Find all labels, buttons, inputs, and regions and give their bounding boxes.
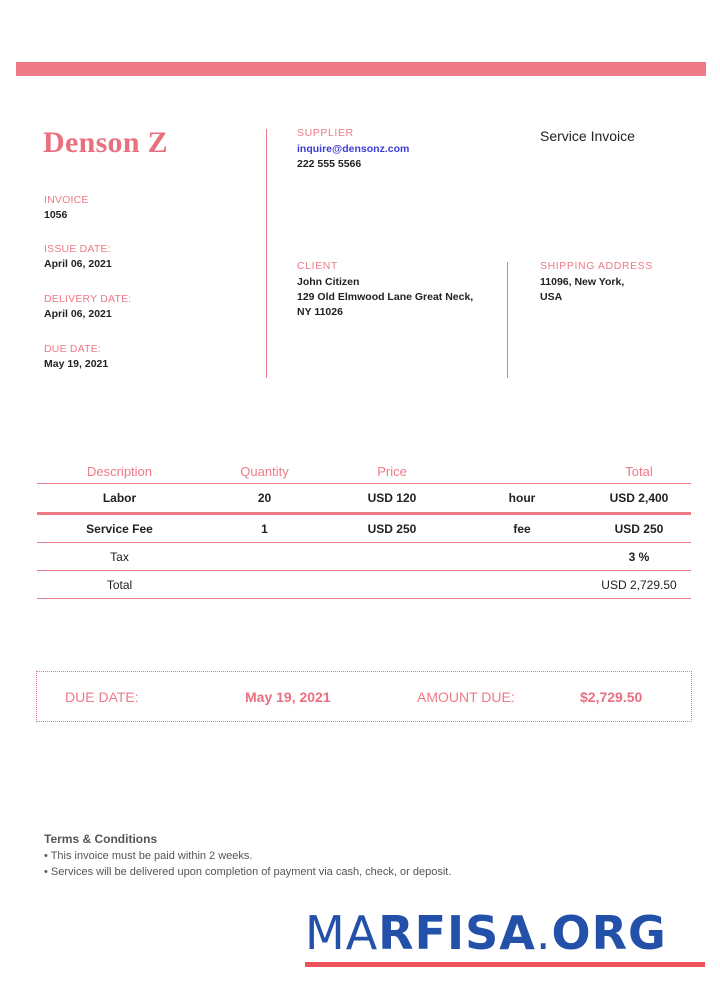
client-block — [297, 260, 473, 320]
client-name: John Citizen — [297, 276, 360, 288]
issue-date-label: ISSUE DATE: — [44, 243, 111, 255]
row-description: Labor — [102, 491, 137, 505]
header-quantity: Quantity — [240, 464, 289, 479]
row-price: USD 120 — [367, 491, 417, 505]
terms-and-conditions — [44, 832, 451, 880]
row-total: USD 2,400 — [609, 491, 669, 505]
grand-total-row — [37, 571, 691, 599]
row-total: USD 250 — [614, 521, 664, 536]
client-label: CLIENT — [297, 260, 338, 272]
header-description: Description — [86, 464, 153, 479]
issue-date: April 06, 2021 — [44, 258, 112, 270]
header-unit — [457, 460, 587, 483]
terms-line: • Services will be delivered upon completion of payment via cash, check, or deposit. — [44, 866, 452, 878]
delivery-date-block — [44, 293, 131, 322]
tax-row — [37, 543, 691, 571]
due-box-date-label: DUE DATE: — [65, 688, 139, 705]
issue-date-block — [44, 243, 112, 272]
shipping-line2: USA — [540, 291, 563, 303]
due-date-label: DUE DATE: — [44, 343, 102, 355]
header-total: Total — [625, 464, 653, 479]
shipping-label: SHIPPING ADDRESS — [540, 260, 653, 272]
supplier-phone: 222 555 5566 — [297, 158, 362, 170]
header-price: Price — [377, 464, 407, 479]
table-row — [37, 484, 691, 515]
column-divider-right — [507, 262, 508, 378]
table-header-row — [37, 460, 691, 484]
watermark-part: MA — [305, 906, 379, 960]
row-description: Service Fee — [86, 521, 153, 536]
row-unit: hour — [508, 491, 536, 505]
tax-label: Tax — [110, 549, 129, 564]
watermark-part: . — [535, 906, 552, 960]
invoice-number: 1056 — [44, 209, 68, 221]
marfisa-watermark-logo — [305, 908, 710, 967]
supplier-email-link[interactable]: inquire@densonz.com — [297, 143, 410, 155]
client-address-line2: NY 11026 — [297, 306, 343, 318]
table-row — [37, 515, 691, 543]
watermark-underline — [305, 962, 705, 967]
delivery-date-label: DELIVERY DATE: — [44, 293, 132, 305]
invoice-number-label: INVOICE — [44, 194, 89, 206]
shipping-line1: 11096, New York, — [540, 276, 625, 288]
header-accent-bar — [16, 62, 706, 76]
row-unit: fee — [513, 521, 531, 536]
column-divider-left — [266, 129, 267, 378]
delivery-date: April 06, 2021 — [44, 308, 112, 320]
invoice-number-block — [44, 194, 89, 223]
due-date: May 19, 2021 — [44, 358, 109, 370]
row-quantity: 1 — [261, 521, 268, 536]
row-price: USD 250 — [367, 521, 417, 536]
tax-value: 3 % — [628, 549, 650, 564]
due-box-date-value: May 19, 2021 — [245, 688, 331, 705]
watermark-part: ORG — [551, 906, 667, 960]
watermark-text — [305, 908, 710, 958]
grand-total-value: USD 2,729.50 — [601, 577, 677, 592]
client-address-line1: 129 Old Elmwood Lane Great Neck, — [297, 291, 474, 303]
due-date-block — [44, 343, 108, 372]
document-type-title: Service Invoice — [540, 128, 635, 144]
watermark-part: RFISA — [378, 906, 536, 960]
amount-due-summary — [36, 671, 692, 722]
supplier-label: SUPPLIER — [297, 127, 354, 139]
due-box-amount-value: $2,729.50 — [580, 688, 643, 705]
shipping-block — [540, 260, 653, 305]
terms-title: Terms & Conditions — [44, 832, 158, 846]
due-box-amount-label: AMOUNT DUE: — [417, 688, 515, 705]
grand-total-label: Total — [106, 577, 133, 592]
line-items-table — [37, 460, 691, 599]
row-quantity: 20 — [257, 491, 272, 505]
terms-line: • This invoice must be paid within 2 weeks. — [44, 850, 253, 862]
company-name: Denson Z — [43, 126, 168, 159]
supplier-block — [297, 127, 409, 172]
